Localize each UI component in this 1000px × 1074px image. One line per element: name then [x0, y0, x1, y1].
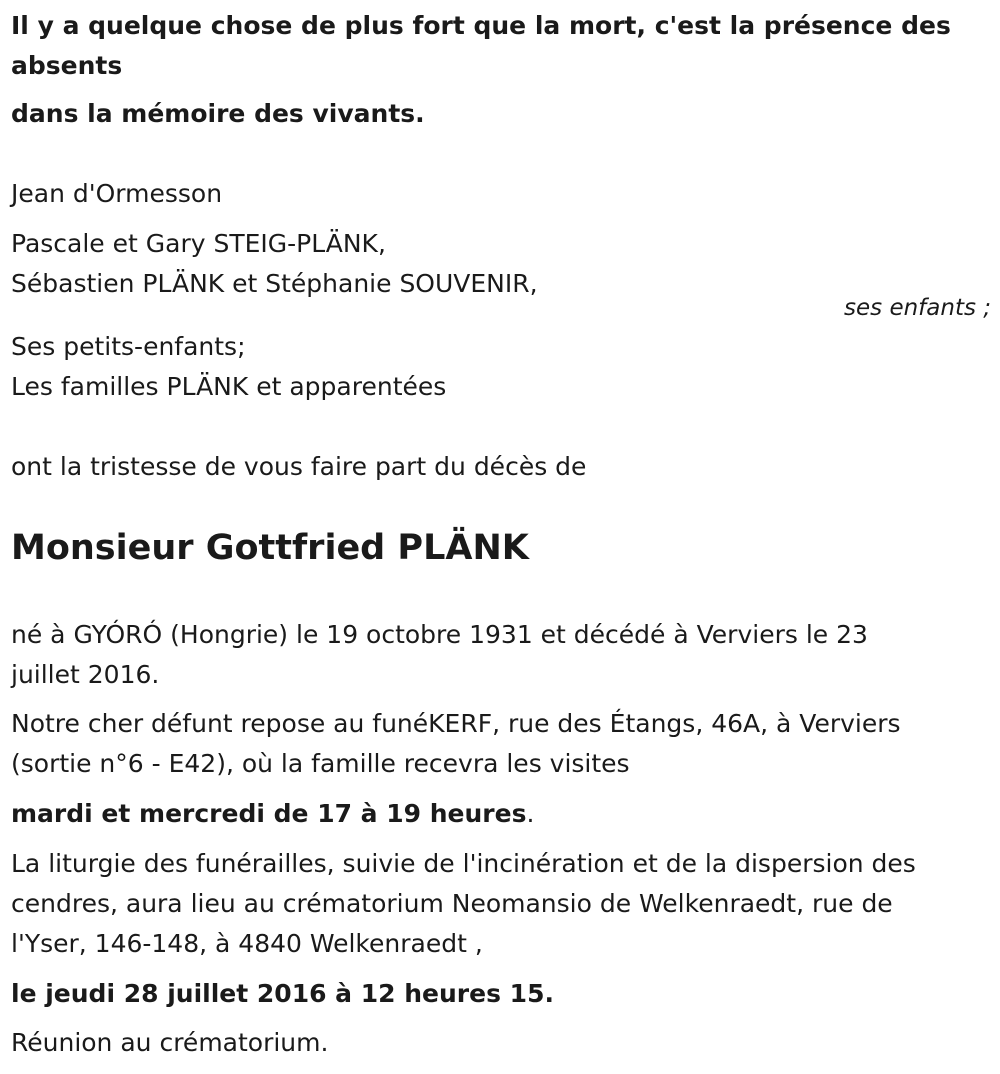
children-line-2: Sébastien PLÄNK et Stéphanie SOUVENIR, — [11, 269, 538, 298]
family-line-1: Ses petits-enfants; — [11, 332, 246, 361]
children-line-1: Pascale et Gary STEIG-PLÄNK, — [11, 229, 386, 258]
children-note: ses enfants ; — [844, 295, 991, 321]
deceased-name: Monsieur Gottfried PLÄNK — [11, 528, 529, 568]
quote-line-3: dans la mémoire des vivants. — [11, 99, 425, 128]
quote-line-1: Il y a quelque chose de plus fort que la mort, c'est la présence des — [11, 11, 951, 40]
visits-period: . — [526, 799, 535, 828]
repose-line-1: Notre cher défunt repose au funéKERF, rue des Étangs, 46A, à Verviers — [11, 709, 901, 738]
quote-author: Jean d'Ormesson — [11, 179, 223, 208]
liturgy-line-1: La liturgie des funérailles, suivie de l'incinération et de la dispersion des — [11, 849, 916, 878]
family-line-2: Les familles PLÄNK et apparentées — [11, 372, 447, 401]
announcement-text: ont la tristesse de vous faire part du décès de — [11, 452, 587, 481]
birth-death-line-2: juillet 2016. — [11, 660, 160, 689]
visits-line — [11, 794, 534, 834]
quote-line-2: absents — [11, 51, 123, 80]
liturgy-line-3: l'Yser, 146-148, à 4840 Welkenraedt , — [11, 929, 483, 958]
repose-line-2: (sortie n°6 - E42), où la famille recevra les visites — [11, 749, 630, 778]
meeting-note: Réunion au crématorium. — [11, 1028, 329, 1057]
visits-hours: mardi et mercredi de 17 à 19 heures — [11, 799, 527, 828]
birth-death-line-1: né à GYÓRÓ (Hongrie) le 19 octobre 1931 et décédé à Verviers le 23 — [11, 620, 868, 649]
liturgy-line-2: cendres, aura lieu au crématorium Neomansio de Welkenraedt, rue de — [11, 889, 893, 918]
ceremony-date: le jeudi 28 juillet 2016 à 12 heures 15. — [11, 979, 554, 1008]
